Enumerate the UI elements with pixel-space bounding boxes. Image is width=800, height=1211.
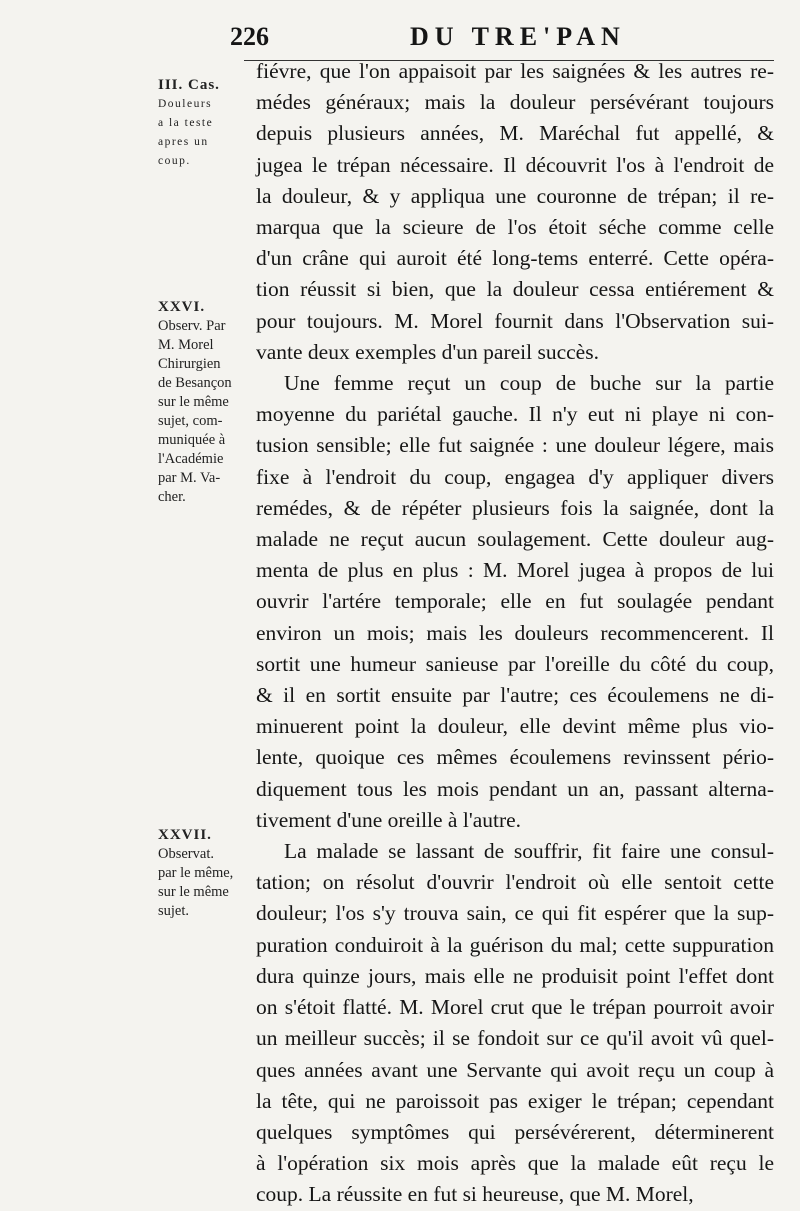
text-line: d'un crâne qui auroit été long-tems enterré. Cette opéra- bbox=[256, 246, 774, 271]
text-line: ouvrir l'artére temporale; elle en fut soulagée pendant bbox=[256, 589, 774, 614]
text-line: médes généraux; mais la douleur persévérant toujours bbox=[256, 90, 774, 115]
margin-note-observation-26 bbox=[158, 298, 250, 507]
text-line: puration conduiroit à la guérison du mal; cette suppuration bbox=[256, 932, 774, 957]
text-line: vante deux exemples d'un pareil succès. bbox=[256, 339, 599, 364]
text-line: tion réussit si bien, que la douleur cessa entiérement & bbox=[256, 277, 774, 302]
margin-note-line: XXVI. bbox=[158, 299, 206, 315]
margin-note-line: Douleurs bbox=[158, 98, 213, 110]
text-line: quelques symptômes qui persévérerent, déterminerent bbox=[256, 1119, 774, 1144]
paragraph bbox=[256, 836, 774, 1210]
text-line: tivement d'une oreille à l'autre. bbox=[256, 807, 522, 832]
text-line: fiévre, que l'on appaisoit par les saignées & les autres re- bbox=[256, 59, 774, 83]
margin-note-line: M. Morel bbox=[158, 337, 214, 353]
margin-note-line: sujet. bbox=[158, 903, 190, 919]
margin-note-line: apres un bbox=[158, 136, 209, 148]
text-line: à l'opération six mois après que la malade eût reçu le bbox=[256, 1151, 774, 1176]
margin-note-line: Chirurgien bbox=[158, 356, 221, 372]
margin-note-line: Observ. Par bbox=[158, 318, 226, 334]
text-line: pour toujours. M. Morel fournit dans l'Observation sui- bbox=[256, 308, 774, 333]
text-line: un meilleur succès; il se fondoit sur ce qu'il avoit vû quel- bbox=[256, 1026, 774, 1051]
margin-note-line: III. Cas. bbox=[158, 77, 220, 93]
text-line: & il en sortit ensuite par l'autre; ces écoulemens ne di- bbox=[256, 683, 774, 708]
paragraph bbox=[256, 368, 774, 836]
text-line: tusion sensible; elle fut saignée : une douleur légere, mais bbox=[256, 433, 774, 458]
text-line: lente, quoique ces mêmes écoulemens revinssent pério- bbox=[256, 745, 774, 770]
text-line: ques années avant une Servante qui avoit reçu un coup à bbox=[256, 1057, 774, 1082]
margin-note-line: coup. bbox=[158, 155, 191, 167]
text-line: coup. La réussite en fut si heureuse, que M. Morel, bbox=[256, 1182, 694, 1207]
text-line: sortit une humeur sanieuse par l'oreille du côté du coup, bbox=[256, 651, 774, 676]
margin-note-line: Observat. bbox=[158, 846, 214, 862]
body-text bbox=[256, 56, 774, 1211]
margin-note-line: a la teste bbox=[158, 117, 214, 129]
text-line: diquement tous les mois pendant un an, passant alterna- bbox=[256, 776, 774, 801]
paragraph bbox=[256, 56, 774, 368]
margin-note-observation-27 bbox=[158, 826, 250, 921]
text-line: environ un mois; mais les douleurs recommencerent. Il bbox=[256, 620, 774, 645]
margin-note-line: par M. Va- bbox=[158, 470, 221, 486]
margin-note-line: cher. bbox=[158, 489, 186, 505]
text-line: douleur; l'os s'y trouva sain, ce qui fit espérer que la sup- bbox=[256, 901, 774, 926]
margin-note-line: sujet, com- bbox=[158, 413, 223, 429]
margin-note-line: sur le même bbox=[158, 884, 229, 900]
text-line: la tête, qui ne paroissoit pas exiger le trépan; cependant bbox=[256, 1088, 774, 1113]
text-line: fixe à l'endroit du coup, engagea d'y appliquer divers bbox=[256, 464, 774, 489]
margin-note-line: muniquée à bbox=[158, 432, 226, 448]
text-line: la douleur, & y appliqua une couronne de trépan; il re- bbox=[256, 183, 774, 208]
text-line: remédes, & de répéter plusieurs fois la saignée, dont la bbox=[256, 495, 774, 520]
running-title: DU TRE'PAN bbox=[410, 22, 626, 51]
margin-note-line: l'Académie bbox=[158, 451, 224, 467]
text-line: menta de plus en plus : M. Morel jugea à propos de lui bbox=[256, 558, 774, 583]
text-line: jugea le trépan nécessaire. Il découvrit l'os à l'endroit de bbox=[256, 152, 774, 177]
text-line: marqua que la scieure de l'os étoit séche comme celle bbox=[256, 215, 774, 240]
page-header bbox=[230, 22, 790, 56]
text-line: on s'étoit flatté. M. Morel crut que le trépan pourroit avoir bbox=[256, 995, 774, 1020]
page-number: 226 bbox=[230, 22, 269, 51]
margin-note-case-3 bbox=[158, 76, 250, 171]
margin-note-line: par le même, bbox=[158, 865, 234, 881]
text-line: Une femme reçut un coup de buche sur la partie bbox=[284, 371, 774, 396]
text-line: La malade se lassant de souffrir, fit faire une consul- bbox=[284, 839, 774, 864]
margin-note-line: sur le même bbox=[158, 394, 229, 410]
text-line: depuis plusieurs années, M. Maréchal fut appellé, & bbox=[256, 121, 774, 146]
margin-note-line: de Besançon bbox=[158, 375, 232, 391]
text-line: moyenne du pariétal gauche. Il n'y eut ni playe ni con- bbox=[256, 402, 774, 427]
margin-note-line: XXVII. bbox=[158, 827, 212, 843]
text-line: tation; on résolut d'ouvrir l'endroit où elle sentoit cette bbox=[256, 870, 774, 895]
text-line: dura quinze jours, mais elle ne produisit point l'effet dont bbox=[256, 963, 774, 988]
text-line: malade ne reçut aucun soulagement. Cette douleur aug- bbox=[256, 527, 774, 552]
text-line: minuerent point la douleur, elle devint même plus vio- bbox=[256, 714, 774, 739]
